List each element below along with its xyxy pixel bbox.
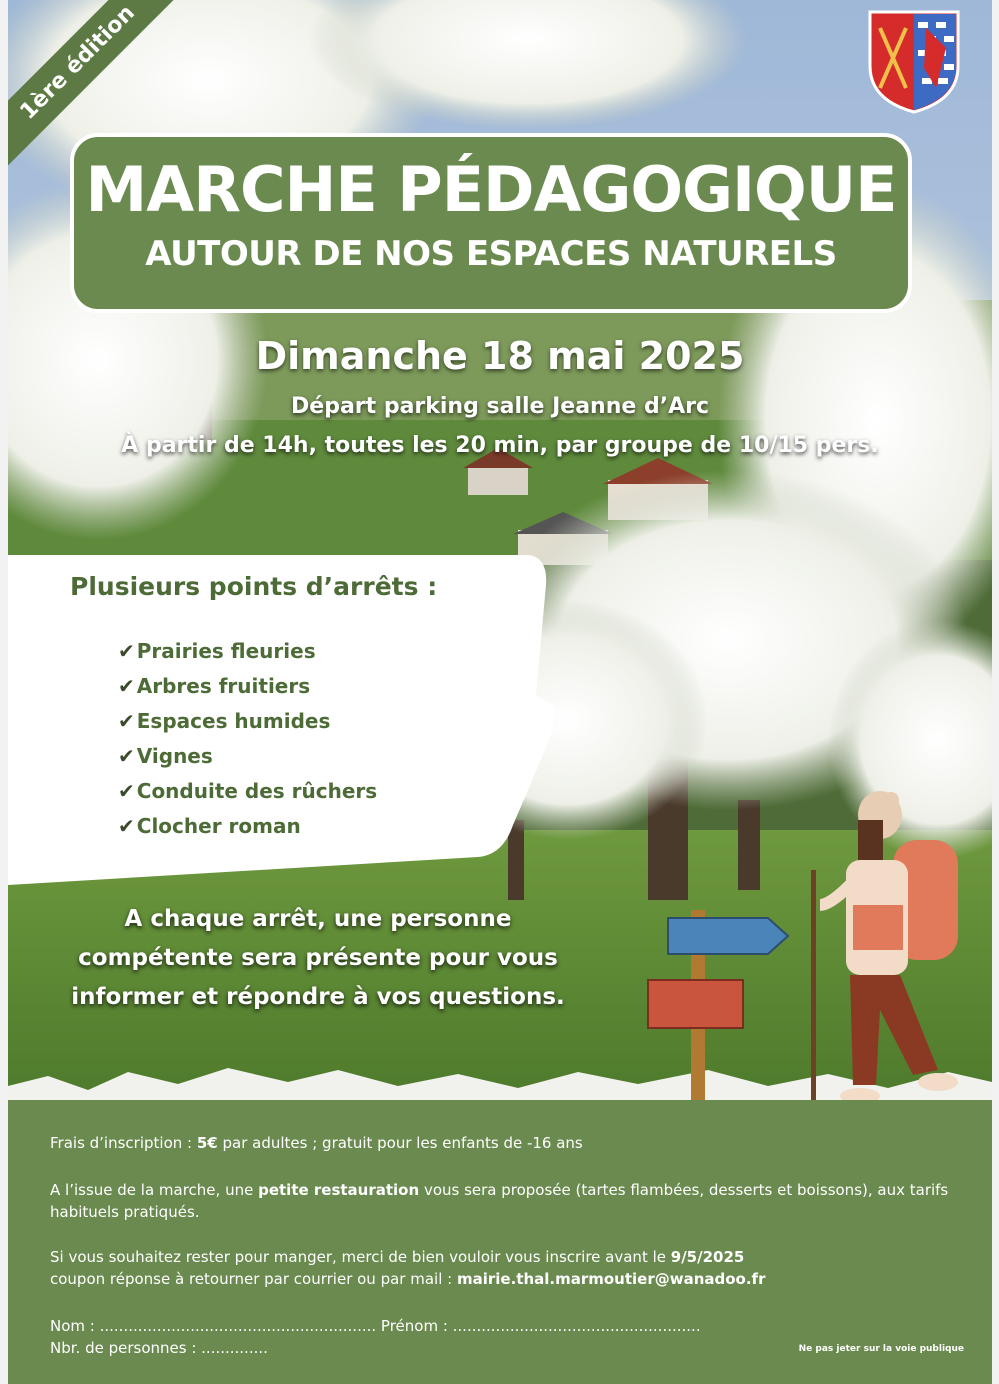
check-icon: ✔ <box>118 779 135 803</box>
list-item: ✔ Prairies fleuries <box>118 639 316 663</box>
list-item: ✔ Espaces humides <box>118 709 331 733</box>
check-icon: ✔ <box>118 814 135 838</box>
info-paragraph: A chaque arrêt, une personne compétente sera présente pour vous informer et répondre à vos questions. <box>71 906 565 1010</box>
fee-line: Frais d’inscription : 5€ par adultes ; gratuit pour les enfants de -16 ans <box>50 1134 583 1152</box>
flyer <box>8 0 992 1384</box>
name-form-line: Nom : .......................................................... Prénom : .................................................... <box>50 1317 701 1335</box>
check-icon: ✔ <box>118 674 135 698</box>
coupon-line: coupon réponse à retourner par courrier ou par mail : mairie.thal.marmoutier@wanadoo.fr <box>50 1270 766 1288</box>
edition-badge: 1ère édition <box>8 0 186 171</box>
stops-heading: Plusieurs points d’arrêts : <box>70 572 438 601</box>
list-item: ✔ Arbres fruitiers <box>118 674 311 698</box>
coat-of-arms-icon <box>866 8 962 114</box>
check-icon: ✔ <box>118 709 135 733</box>
disposal-note: Ne pas jeter sur la voie publique <box>798 1344 964 1354</box>
list-item: ✔ Clocher roman <box>118 814 301 838</box>
main-title: MARCHE PÉDAGOGIQUE <box>85 153 897 226</box>
departure-location: Départ parking salle Jeanne d’Arc <box>291 394 709 419</box>
list-item: ✔ Conduite des rûchers <box>118 779 378 803</box>
schedule-info: À partir de 14h, toutes les 20 min, par groupe de 10/15 pers. <box>121 433 879 458</box>
register-line: Si vous souhaitez rester pour manger, merci de bien vouloir vous inscrire avant le 9/5/2025 <box>50 1248 745 1266</box>
check-icon: ✔ <box>118 639 135 663</box>
people-form-line: Nbr. de personnes : .............. <box>50 1339 268 1357</box>
list-item: ✔ Vignes <box>118 744 213 768</box>
footer-panel <box>8 1100 992 1384</box>
stops-list <box>118 636 377 846</box>
event-date: Dimanche 18 mai 2025 <box>255 334 745 378</box>
food-line: A l’issue de la marche, une petite restauration vous sera proposée (tartes flambées, desserts et boissons), aux tarifs habituels pratiqués. <box>50 1181 949 1221</box>
title-banner <box>70 133 912 313</box>
sub-title: AUTOUR DE NOS ESPACES NATURELS <box>145 234 837 274</box>
check-icon: ✔ <box>118 744 135 768</box>
